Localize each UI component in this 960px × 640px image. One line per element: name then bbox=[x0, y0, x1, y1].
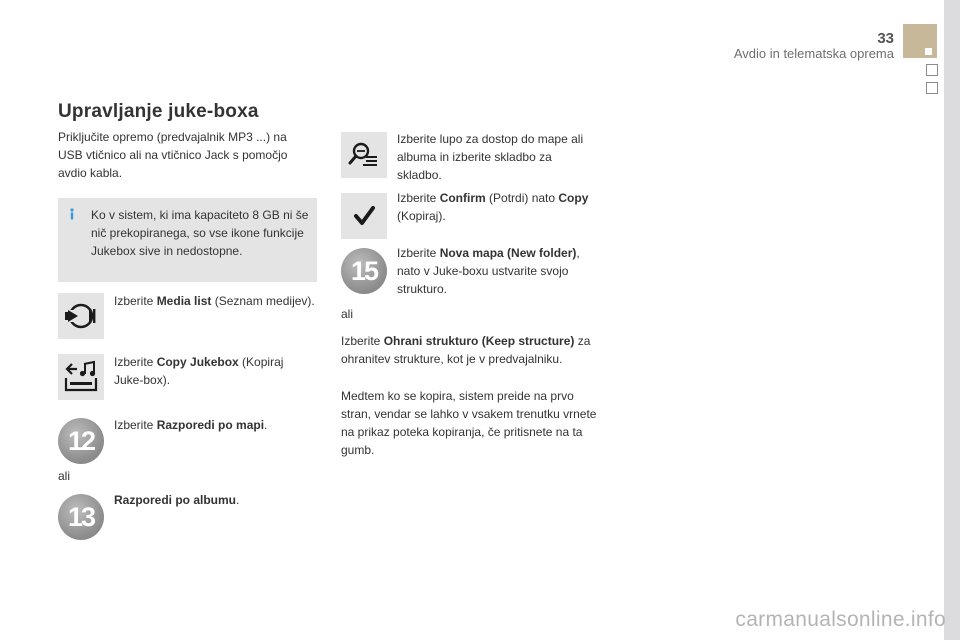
keep-structure-text: Izberite Ohrani strukturo (Keep structure) za ohranitev strukture, kot je v predvajalniku. bbox=[341, 334, 591, 366]
new-folder-label: Nova mapa (New folder) bbox=[439, 246, 577, 260]
step-15-text: Izberite Nova mapa (New folder), nato v Juke-boxu ustvarite svojo strukturo. bbox=[397, 246, 580, 296]
search-button[interactable] bbox=[341, 132, 387, 178]
step-12-text: Izberite Razporedi po mapi. bbox=[114, 418, 268, 432]
or-label-left: ali bbox=[58, 469, 71, 483]
copy-jukebox-button[interactable] bbox=[58, 354, 104, 400]
chapter-tab-marker bbox=[925, 48, 932, 55]
page-number: 33 bbox=[877, 30, 894, 47]
copy-jukebox-step: Izberite Copy Jukebox (Kopiraj Juke-box). bbox=[114, 355, 284, 387]
media-list-label: Media list bbox=[156, 294, 212, 308]
keep-structure-label: Ohrani strukturo (Keep structure) bbox=[383, 334, 575, 348]
checkmark-icon bbox=[341, 193, 387, 239]
chapter-tab-outline-2 bbox=[926, 82, 938, 94]
copy-label: Copy bbox=[558, 191, 589, 205]
chapter-tab-outline-1 bbox=[926, 64, 938, 76]
intro-paragraph: Priključite opremo (predvajalnik MP3 ...) na USB vtičnico ali na vtičnico Jack s pomočjo avdio kabla. bbox=[58, 130, 288, 180]
step-12-badge: 12 bbox=[58, 418, 104, 464]
sort-by-folder-label: Razporedi po mapi bbox=[156, 418, 265, 432]
copy-jukebox-icon bbox=[58, 354, 104, 400]
confirm-label: Confirm bbox=[439, 191, 486, 205]
or-label-right: ali bbox=[341, 307, 354, 321]
media-list-step: Izberite Media list (Seznam medijev). bbox=[114, 294, 315, 308]
media-list-icon bbox=[58, 293, 104, 339]
confirm-button[interactable] bbox=[341, 193, 387, 239]
chapter-tab bbox=[903, 24, 937, 58]
step-15-badge: 15 bbox=[341, 248, 387, 294]
media-list-button[interactable] bbox=[58, 293, 104, 339]
page-edge-band bbox=[944, 0, 960, 640]
section-title: Avdio in telematska oprema bbox=[733, 46, 894, 61]
search-step-text: Izberite lupo za dostop do mape ali albuma in izberite skladbo za skladbo. bbox=[397, 132, 584, 182]
confirm-step-text: Izberite Confirm (Potrdi) nato Copy (Kopiraj). bbox=[397, 191, 589, 223]
step-13-badge: 13 bbox=[58, 494, 104, 540]
search-list-icon bbox=[341, 132, 387, 178]
sort-by-album-label: Razporedi po albumu bbox=[114, 493, 237, 507]
copy-progress-paragraph: Medtem ko se kopira, sistem preide na prvo stran, vendar se lahko v vsakem trenutku vrnete na prikaz poteka kopiranja, če pritisnete na ta gumb. bbox=[341, 389, 597, 457]
info-icon bbox=[66, 208, 78, 220]
footer-watermark: carmanualsonline.info bbox=[735, 608, 946, 631]
note-box bbox=[58, 198, 317, 282]
copy-jukebox-label: Copy Jukebox bbox=[156, 355, 239, 369]
step-13-text: Razporedi po albumu. bbox=[114, 493, 240, 507]
note-text: Ko v sistem, ki ima kapaciteto 8 GB ni še nič prekopiranega, so vse ikone funkcije Jukebox sive in nedostopne. bbox=[91, 208, 309, 258]
page-title: Upravljanje juke-boxa bbox=[58, 101, 259, 122]
